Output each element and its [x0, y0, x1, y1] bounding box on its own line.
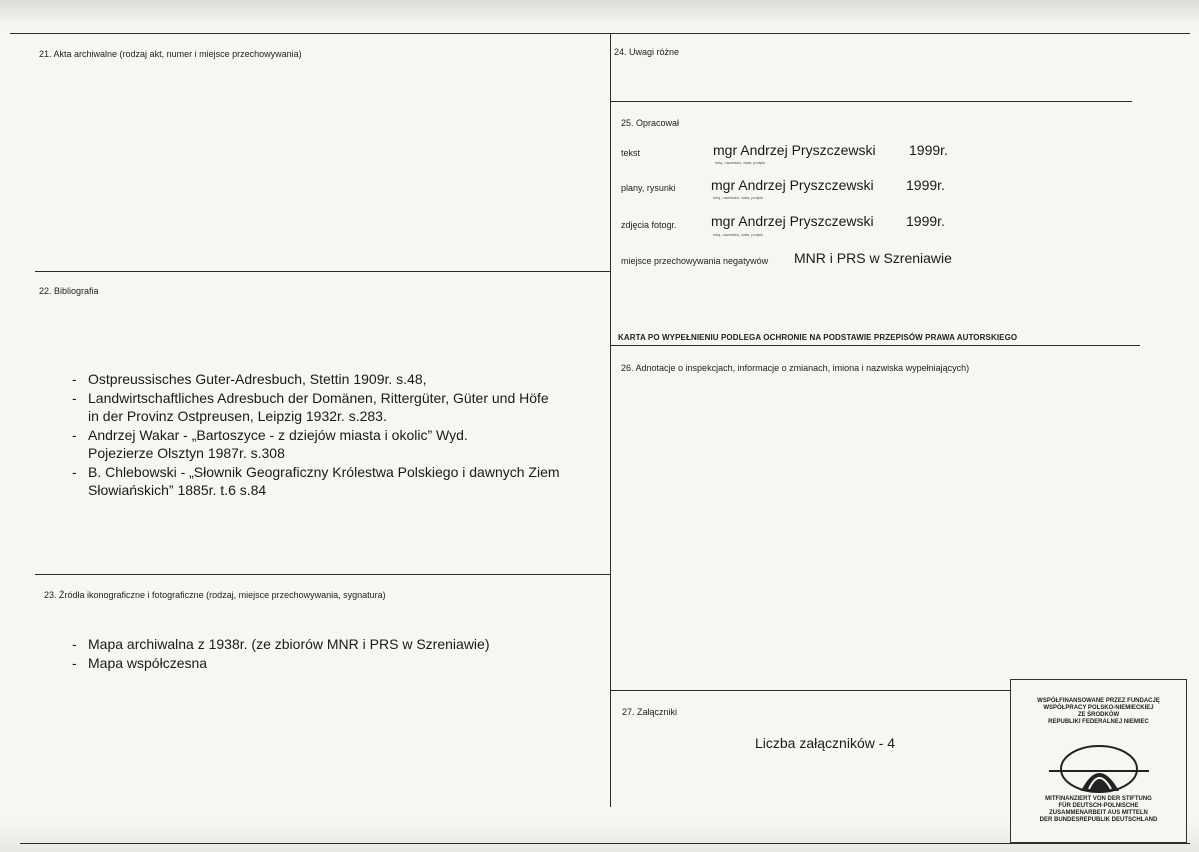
- divider-25-26: [610, 345, 1140, 346]
- copyright-notice: KARTA PO WYPEŁNIENIU PODLEGA OCHRONIE NA PODSTAWIE PRZEPISÓW PRAWA AUTORSKIEGO: [618, 333, 1018, 342]
- bibliography-item: - B. Chlebowski - „Słownik Geograficzny Królestwa Polskiego i dawnych Ziem Słowiańskich” 1885r. t.6 s.84: [72, 463, 588, 500]
- author-name: mgr Andrzej Pryszczewski: [711, 177, 874, 193]
- section-21-label: 21. Akta archiwalne (rodzaj akt, numer i miejsce przechowywania): [39, 49, 302, 59]
- iconography-item: - Mapa archiwalna z 1938r. (ze zbiorów MNR i PRS w Szreniawie): [72, 635, 592, 654]
- section-24-label: 24. Uwagi różne: [614, 47, 680, 57]
- iconography-list: [72, 635, 592, 672]
- attachments-count: Liczba załączników - 4: [755, 735, 896, 751]
- bridge-emblem-icon: [1011, 735, 1186, 805]
- bibliography-item: - Ostpreussisches Guter-Adresbuch, Stettin 1909r. s.48,: [72, 370, 592, 389]
- negatives-storage-value: MNR i PRS w Szreniawie: [794, 250, 952, 266]
- section-27-label: 27. Załączniki: [622, 707, 678, 717]
- bottom-border: [20, 843, 1190, 844]
- section-26-label: 26. Adnotacje o inspekcjach, informacje o zmianach, imiona i nazwiska wypełniających): [621, 363, 970, 373]
- bibliography-list: [72, 370, 592, 500]
- divider-24-25: [610, 101, 1132, 102]
- author-year: 1999r.: [906, 177, 945, 193]
- funding-logo: [1010, 679, 1187, 843]
- author-year: 1999r.: [909, 142, 948, 158]
- signature-hint: imię, nazwisko, data, podpis: [713, 195, 764, 200]
- author-name: mgr Andrzej Pryszczewski: [713, 142, 876, 158]
- author-year: 1999r.: [906, 213, 945, 229]
- author-row-label: zdjęcia fotogr.: [621, 220, 677, 230]
- section-25-label: 25. Opracował: [621, 118, 680, 128]
- divider-21-22: [35, 271, 610, 272]
- logo-text-german: MITFINANZIERT VON DER STIFTUNG FÜR DEUTSCH-POLNISCHE ZUSAMMENARBEIT AUS MITTELN DER BUNDESREPUBLIK DEUTSCHLAND: [1039, 796, 1158, 823]
- logo-text-polish: WSPÓŁFINANSOWANE PRZEZ FUNDACJĘ WSPÓŁPRACY POLSKO-NIEMIECKIEJ ZE ŚRODKÓW REPUBLIKI FEDERALNEJ NIEMIEC: [1037, 698, 1160, 725]
- section-22-label: 22. Bibliografia: [39, 286, 99, 296]
- author-name: mgr Andrzej Pryszczewski: [711, 213, 874, 229]
- bibliography-item: - Landwirtschaftliches Adresbuch der Domänen, Rittergüter, Güter und Höfe in der Provinz Ostpreusen, Leipzig 1932r. s.283.: [72, 389, 558, 426]
- signature-hint: imię, nazwisko, data, podpis: [713, 232, 764, 237]
- top-border: [10, 33, 1190, 34]
- divider-26-27: [610, 690, 1010, 691]
- signature-hint: imię, nazwisko, data, podpis: [715, 160, 766, 165]
- author-row-label: tekst: [621, 148, 641, 158]
- iconography-item: - Mapa współczesna: [72, 654, 592, 673]
- negatives-storage-label: miejsce przechowywania negatywów: [621, 256, 769, 266]
- bibliography-item: - Andrzej Wakar - „Bartoszyce - z dziejów miasta i okolic” Wyd. Pojezierze Olsztyn 1987r. s.308: [72, 426, 508, 463]
- scan-top-edge: [0, 0, 1199, 22]
- divider-22-23: [35, 574, 610, 575]
- author-row-label: plany, rysunki: [621, 183, 676, 193]
- section-23-label: 23. Źródła ikonograficzne i fotograficzne (rodzaj, miejsce przechowywania, sygnatura): [44, 590, 386, 600]
